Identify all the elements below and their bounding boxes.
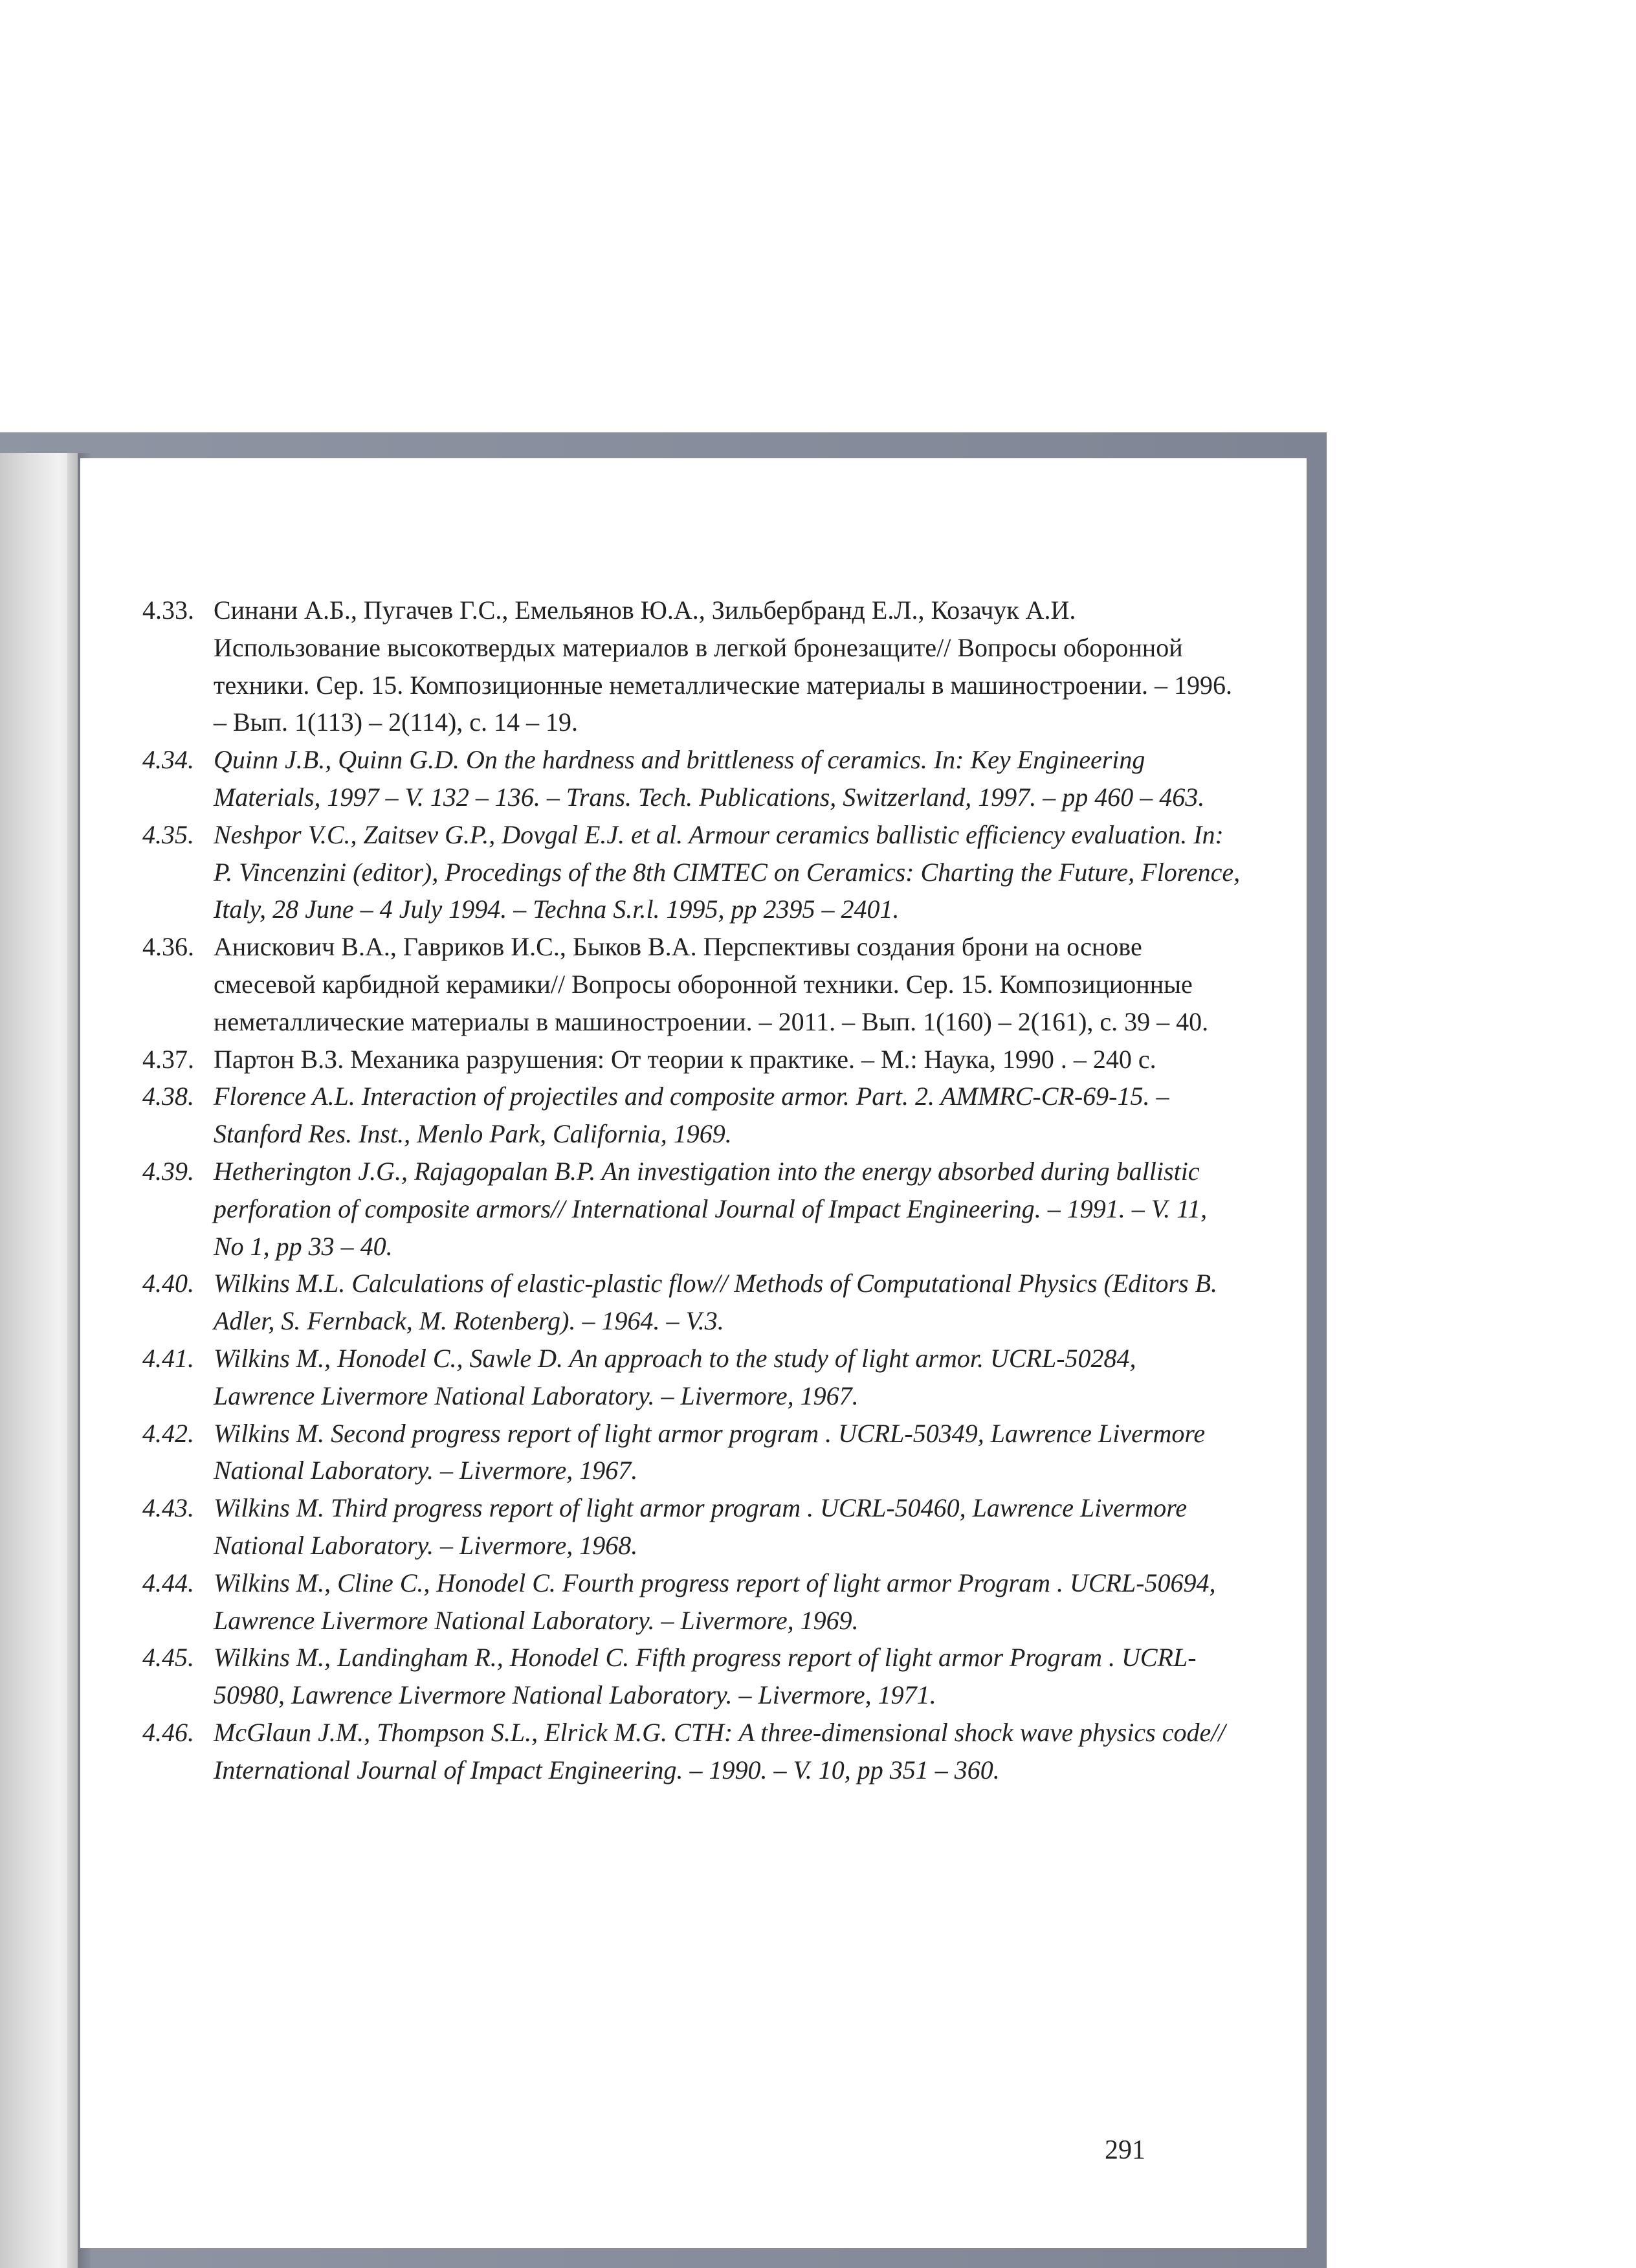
- reference-item: [142, 1714, 1243, 1789]
- reference-item: [142, 928, 1243, 1040]
- reference-number: 4.38.: [142, 1082, 194, 1111]
- reference-text: Wilkins M., Cline C., Honodel C. Fourth progress report of light armor Program . UCRL-50694, Lawrence Livermore National Laboratory. – Livermore, 1969.: [214, 1568, 1216, 1635]
- reference-number: 4.36.: [142, 932, 194, 962]
- reference-text: Wilkins M.L. Calculations of elastic-plastic flow// Methods of Computational Physics (Editors B. Adler, S. Fernback, M. Rotenberg). – 1964. – V.3.: [214, 1269, 1218, 1336]
- reference-item: [142, 1564, 1243, 1640]
- reference-item: [142, 1639, 1243, 1714]
- reference-item: [142, 741, 1243, 816]
- reference-number: 4.42.: [142, 1418, 194, 1448]
- reference-item: [142, 1153, 1243, 1265]
- reference-text: Синани А.Б., Пугачев Г.С., Емельянов Ю.А., Зильбербранд Е.Л., Козачук А.И. Использование высокотвердых материалов в легкой бронезащите// Вопросы оборонной техники. Сер. 15. Композиционные неметаллические материалы в машиностроении. – 1996. – Вып. 1(113) – 2(114), с. 14 – 19.: [214, 595, 1233, 737]
- reference-text: Neshpor V.C., Zaitsev G.P., Dovgal E.J. et al. Armour ceramics ballistic efficiency evaluation. In: P. Vincenzini (editor), Procedings of the 8th CIMTEC on Ceramics: Charting the Future, Florence, Italy, 28 June – 4 July 1994. – Techna S.r.l. 1995, pp 2395 – 2401.: [214, 819, 1241, 924]
- reference-text: Анискович В.А., Гавриков И.С., Быков В.А. Перспективы создания брони на основе смесевой карбидной керамики// Вопросы оборонной техники. Сер. 15. Композиционные неметаллические материалы в машиностроении. – 2011. – Вып. 1(160) – 2(161), с. 39 – 40.: [214, 932, 1209, 1036]
- reference-item: [142, 1415, 1243, 1490]
- reference-text: Wilkins M. Second progress report of light armor program . UCRL-50349, Lawrence Livermore National Laboratory. – Livermore, 1967.: [214, 1418, 1206, 1485]
- page-number: 291: [1105, 2135, 1145, 2165]
- reference-item: [142, 1078, 1243, 1153]
- reference-item: [142, 1489, 1243, 1564]
- reference-item: [142, 1340, 1243, 1415]
- reference-number: 4.34.: [142, 745, 194, 775]
- facing-page-edge: [0, 453, 78, 2268]
- reference-number: 4.46.: [142, 1717, 194, 1747]
- reference-item: [142, 1041, 1243, 1078]
- reference-text: McGlaun J.M., Thompson S.L., Elrick M.G. CTH: A three-dimensional shock wave physics code// International Journal of Impact Engineering. – 1990. – V. 10, pp 351 – 360.: [214, 1717, 1226, 1784]
- reference-text: Hetherington J.G., Rajagopalan B.P. An investigation into the energy absorbed during ballistic perforation of composite armors// International Journal of Impact Engineering. – 1991. – V. 11, No 1, pp 33 – 40.: [214, 1156, 1208, 1261]
- reference-number: 4.35.: [142, 819, 194, 849]
- reference-text: Wilkins M., Honodel C., Sawle D. An approach to the study of light armor. UCRL-50284, Lawrence Livermore National Laboratory. – Livermore, 1967.: [214, 1343, 1136, 1410]
- reference-number: 4.45.: [142, 1643, 194, 1673]
- reference-number: 4.44.: [142, 1568, 194, 1597]
- reference-number: 4.41.: [142, 1343, 194, 1373]
- reference-text: Wilkins M. Third progress report of light armor program . UCRL-50460, Lawrence Livermore National Laboratory. – Livermore, 1968.: [214, 1493, 1188, 1560]
- reference-number: 4.39.: [142, 1156, 194, 1186]
- reference-number: 4.40.: [142, 1269, 194, 1298]
- reference-text: Quinn J.B., Quinn G.D. On the hardness and brittleness of ceramics. In: Key Engineering Materials, 1997 – V. 132 – 136. – Trans. Tech. Publications, Switzerland, 1997. – pp 460 – 463.: [214, 745, 1205, 812]
- reference-text: Florence A.L. Interaction of projectiles and composite armor. Part. 2. AMMRC-CR-69-15. – Stanford Res. Inst., Menlo Park, California, 1969.: [214, 1082, 1169, 1149]
- reference-text: Wilkins M., Landingham R., Honodel C. Fifth progress report of light armor Program . UCRL-50980, Lawrence Livermore National Laboratory. – Livermore, 1971.: [214, 1643, 1197, 1710]
- reference-number: 4.43.: [142, 1493, 194, 1523]
- reference-item: [142, 592, 1243, 741]
- reference-list: [142, 592, 1243, 1789]
- reference-text: Партон В.З. Механика разрушения: От теории к практике. – М.: Наука, 1990 . – 240 с.: [214, 1044, 1156, 1074]
- book-page: [80, 458, 1307, 2248]
- reference-number: 4.33.: [142, 595, 194, 625]
- reference-item: [142, 1265, 1243, 1340]
- reference-number: 4.37.: [142, 1044, 194, 1074]
- reference-item: [142, 816, 1243, 928]
